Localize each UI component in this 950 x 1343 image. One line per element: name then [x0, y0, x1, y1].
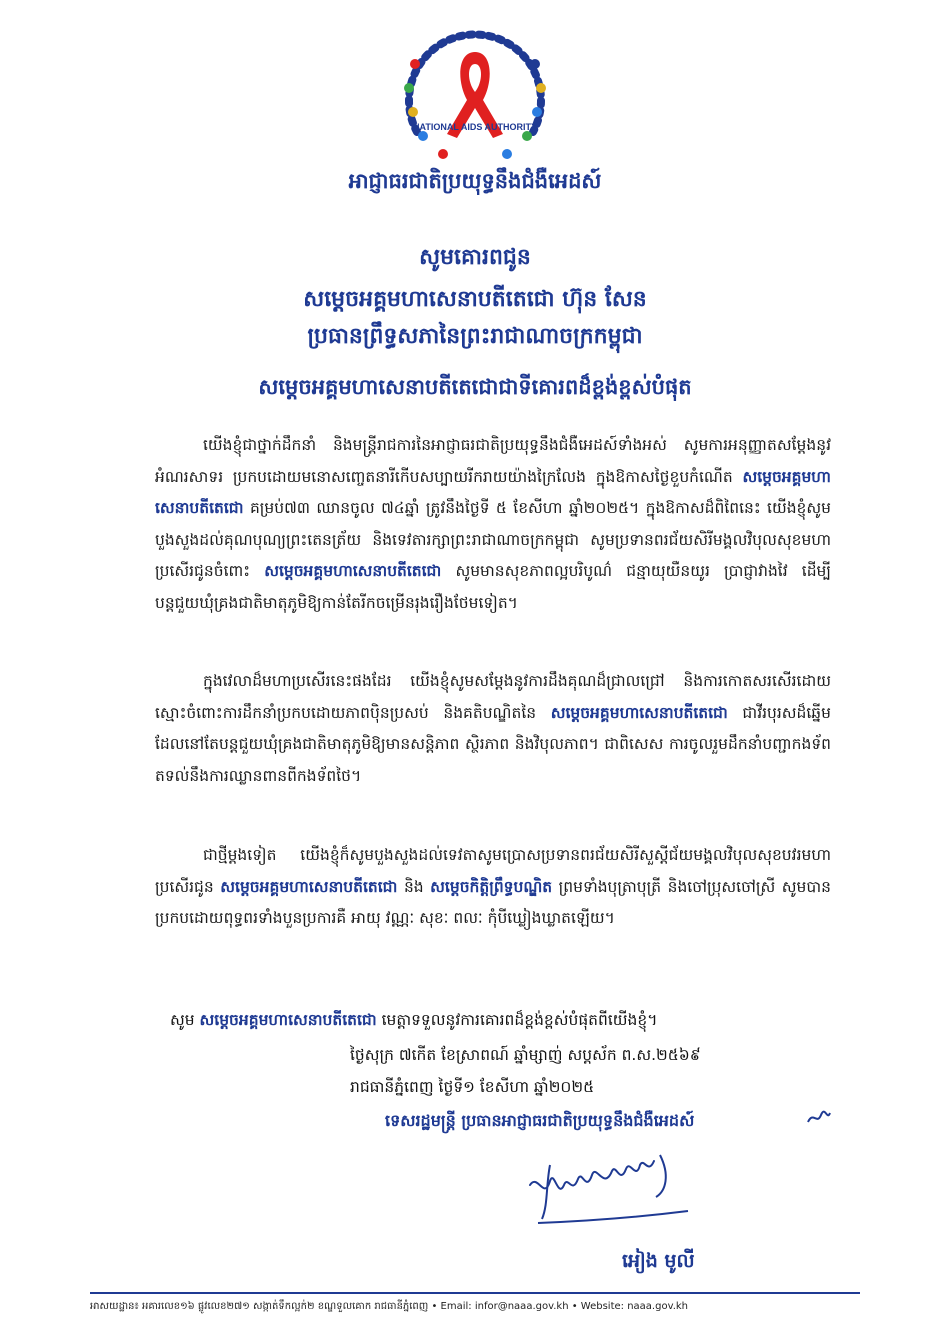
handwritten-signature — [520, 1145, 700, 1235]
recipient-title: ប្រធានព្រឹទ្ធសភានៃព្រះរាជាណាចក្រកម្ពុជា — [307, 324, 643, 349]
honorific-name: សម្តេចអគ្គមហាសេនាបតីតេជោ — [199, 1011, 377, 1029]
organization-title: អាជ្ញាធរជាតិប្រយុទ្ធនឹងជំងឺអេដស៍ — [348, 169, 602, 193]
letter-headline: សម្តេចអគ្គមហាសេនាបតីតេជោជាទីគោរពដ៏ខ្ពង់ខ្ពស់បំផុត — [258, 375, 692, 399]
honorific-name: សម្តេចអគ្គមហាសេនាបតីតេជោ — [155, 467, 831, 517]
national-aids-authority-logo — [395, 12, 555, 172]
lunar-date: ថ្ងៃសុក្រ ៧កើត ខែស្រាពណ៍ ឆ្នាំម្សាញ់ សប្តស័ក ព.ស.២៥៦៩ — [350, 1046, 701, 1064]
closing-line: សូម សម្តេចអគ្គមហាសេនាបតីតេជោ មេត្តាទទួលនូវការគោរពដ៏ខ្ពង់ខ្ពស់បំផុតពីយើងខ្ញុំ។ — [170, 1011, 658, 1029]
paragraph-1: យើងខ្ញុំជាថ្នាក់ដឹកនាំ និងមន្ត្រីរាជការនៃអាជ្ញាធរជាតិប្រយុទ្ធនឹងជំងឺអេដស៍ទាំងអស់ សូមការអនុញ្ញាតសម្តែងនូវអំណរសាទរ ប្រកបដោយមនោសញ្ចេតនារីកើបសប្បាយរីករាយយ៉ាងក្រៃលែង ក្នុងឱកាសថ្ងៃខួបកំណើត សម្តេចអគ្គមហាសេនាបតីតេជោ គម្រប់៧៣ ឈានចូល ៧៤ឆ្នាំ ត្រូវនឹងថ្ងៃទី ៥ ខែសីហា ឆ្នាំ២០២៥។ ក្នុងឱកាសដ៏ពិពៃនេះ យើងខ្ញុំសូមបួងសួងដល់គុណបុណ្យព្រះតេនត្រ័យ និងទេវតារក្សាព្រះរាជាណាចក្រកម្ពុជា សូមប្រទានពរជ័យសិរីមង្គលវិបុលសុខមហាប្រសើរជូនចំពោះ សម្តេចអគ្គមហាសេនាបតីតេជោ សូមមានសុខភាពល្អបរិបូណ៌ ជន្មាយុយឺនយូរ ប្រាជ្ញាវាងវៃ ដើម្បីបន្តជួយឃុំគ្រងជាតិមាតុភូមិឱ្យកាន់តែរីកចម្រើនរុងរឿងថែមទៀត។ — [155, 436, 831, 612]
initial-mark — [805, 1107, 833, 1129]
honorific-name-spouse: សម្តេចកិត្តិព្រឹទ្ធបណ្ឌិត — [430, 877, 553, 896]
footer-contact: អាសយដ្ឋាន៖ អគារលេខ១៦ ផ្លូវលេខ២៧១ សង្កាត់ទឹកល្អក់២ ខណ្ឌទួលគោក រាជធានីភ្នំពេញ • Email: infor@naaa.gov.kh • Website: naaa.gov.kh — [90, 1301, 689, 1312]
honorific-name: សម្តេចអគ្គមហាសេនាបតីតេជោ — [220, 877, 398, 896]
salutation-line: សូមគោរពជូន — [419, 245, 531, 270]
signer-name: អៀង មូលី — [622, 1250, 695, 1272]
honorific-name: សម្តេចអគ្គមហាសេនាបតីតេជោ — [264, 562, 442, 580]
recipient-name: សម្តេចអគ្គមហាសេនាបតីតេជោ ហ៊ុន សែន — [303, 287, 647, 312]
paragraph-2: ក្នុងវេលាដ៏មហាប្រសើរនេះផងដែរ យើងខ្ញុំសូមសម្តែងនូវការដឹងគុណដ៏ជ្រាលជ្រៅ និងការកោតសរសើរដោយស្មោះចំពោះការដឹកនាំប្រកបដោយភាពប៉ិនប្រសប់ និងគតិបណ្ឌិតនៃ សម្តេចអគ្គមហាសេនាបតីតេជោ ជាវីរបុរសដ៏ឆ្នើមដែលនៅតែបន្តជួយឃុំគ្រងជាតិមាតុភូមិឱ្យមានសន្តិភាព ស្ថិរភាព និងវិបុលភាព។ ជាពិសេស ការចូលរួមដឹកនាំបញ្ជាកងទ័ពតទល់នឹងការឈ្លានពានពីកងទ័ពថៃ។ — [155, 672, 831, 785]
paragraph-3: ជាថ្មីម្តងទៀត យើងខ្ញុំក៏សូមបួងសួងដល់ទេវតាសូមប្រោសប្រទានពរជ័យសិរីសួស្តីជ័យមង្គលវិបុលសុខបវរមហាប្រសើរជូន សម្តេចអគ្គមហាសេនាបតីតេជោ និង សម្តេចកិត្តិព្រឹទ្ធបណ្ឌិត ព្រមទាំងបុត្រាបុត្រី និងចៅប្រុសចៅស្រី សូមបានប្រកបដោយពុទ្ធពរទាំងបួនប្រការគឺ អាយុ វណ្ណៈ សុខៈ ពលៈ កុំបីឃ្លៀងឃ្លាតឡើយ។ — [155, 846, 831, 927]
signer-title: ទេសរដ្ឋមន្ត្រី ប្រធានអាជ្ញាធរជាតិប្រយុទ្ធនឹងជំងឺអេដស៍ — [385, 1111, 695, 1130]
footer-divider — [90, 1292, 860, 1294]
svg-text:NATIONAL AIDS AUTHORITY: NATIONAL AIDS AUTHORITY — [413, 122, 537, 132]
solar-date: រាជធានីភ្នំពេញ ថ្ងៃទី១ ខែសីហា ឆ្នាំ២០២៥ — [350, 1078, 595, 1096]
honorific-name: សម្តេចអគ្គមហាសេនាបតីតេជោ — [550, 703, 728, 722]
